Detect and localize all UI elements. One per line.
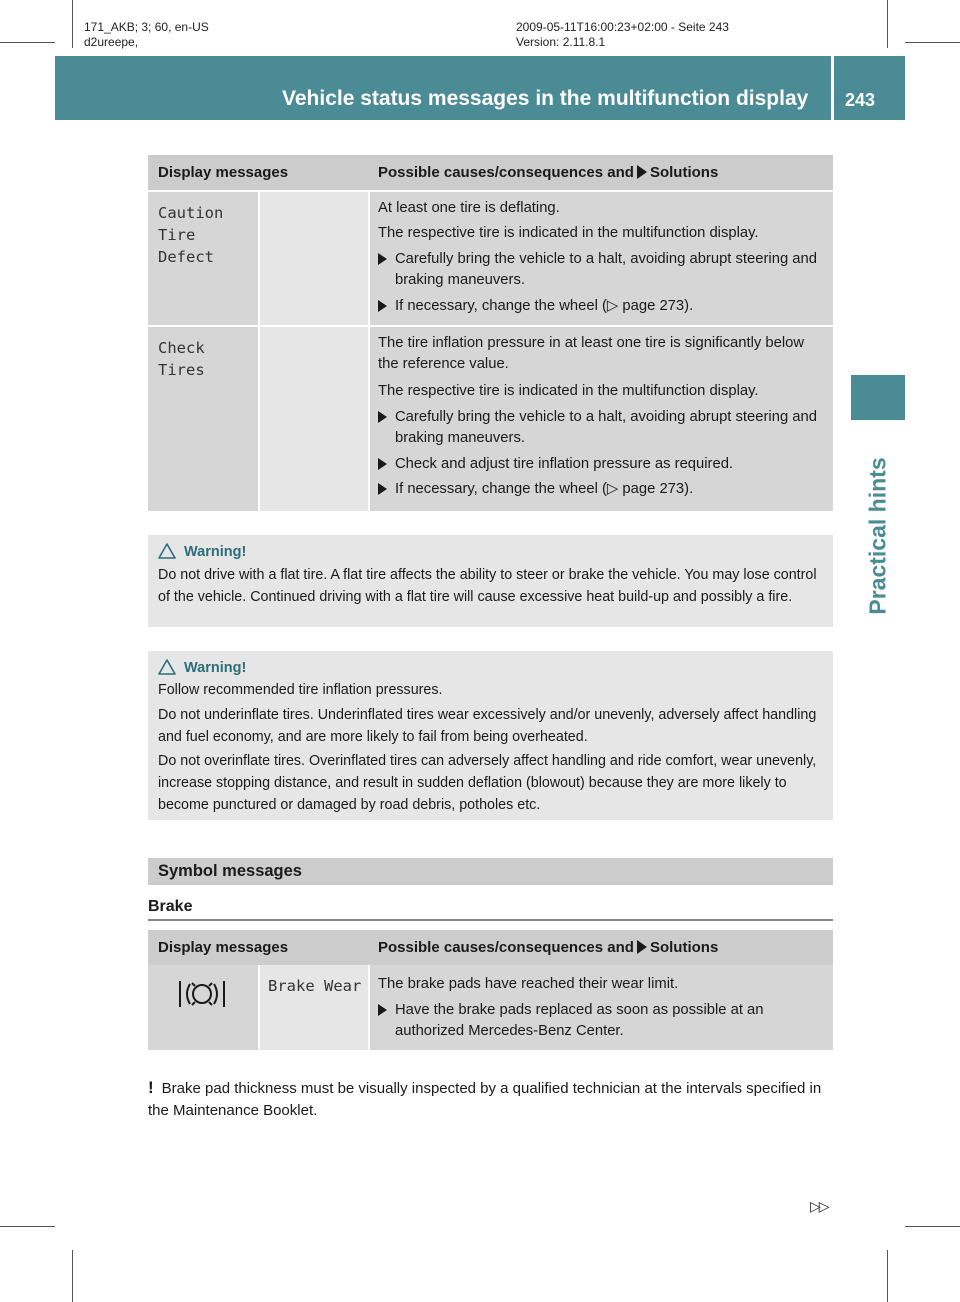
warning-heading-text: Warning! (184, 544, 247, 560)
message-line: Caution (158, 204, 224, 222)
solution-text: Have the brake pads replaced as soon as possible at an authorized Mercedes-Benz Center. (395, 1002, 764, 1039)
solution-text: If necessary, change the wheel (▷ page 273). (395, 298, 694, 314)
table-header (148, 930, 833, 965)
cause-text: The tire inflation pressure in at least one tire is significantly below the reference value. (378, 335, 805, 372)
brake-messages-table (148, 930, 833, 1050)
warning-text: Follow recommended tire inflation pressures. (158, 682, 443, 698)
side-chapter-label: Practical hints (864, 457, 891, 615)
message-line: Tires (158, 361, 205, 379)
table-row (148, 965, 833, 1050)
arrow-icon (378, 253, 387, 265)
arrow-icon (637, 165, 647, 179)
page-number: 243 (845, 90, 876, 110)
subsection-heading: Brake (148, 898, 193, 915)
cell-display-message (148, 327, 258, 511)
cell-blank (260, 192, 368, 325)
meta-line: 2009-05-11T16:00:23+02:00 - Seite 243 (516, 20, 729, 34)
side-tab-block (851, 375, 905, 420)
arrow-icon (378, 483, 387, 495)
warning-heading (158, 659, 246, 676)
arrow-icon (378, 300, 387, 312)
cause-text: The respective tire is indicated in the multifunction display. (378, 383, 759, 399)
cause-text: The brake pads have reached their wear limit. (378, 976, 679, 992)
warning-box (148, 651, 833, 820)
header-separator (831, 56, 834, 120)
warning-text: Do not drive with a flat tire. A flat tire affects the ability to steer or brake the vehicle. You may lose control of the vehicle. Continued driving with a flat tire will cause excessive heat build-up and possibly a fire. (158, 567, 817, 605)
col-causes-solutions (378, 164, 718, 181)
table-row (148, 327, 833, 511)
brake-wear-icon (176, 979, 228, 1009)
warning-box (148, 535, 833, 627)
crop-mark (905, 1226, 960, 1227)
warning-text: Do not overinflate tires. Overinflated tires can adversely affect handling and ride comfort, wear unevenly, increase stopping distance, and result in sudden deflation (blowout) because they are more likely to become punctured or damaged by road debris, potholes etc. (158, 753, 817, 813)
crop-mark (887, 0, 888, 48)
note-symbol: ! (148, 1078, 154, 1097)
warning-heading-text: Warning! (184, 660, 247, 676)
cell-display-message (260, 965, 368, 1050)
solution-bullet (378, 296, 828, 317)
print-meta-right (516, 20, 729, 50)
meta-line: d2ureepe, (84, 35, 139, 49)
note-text: Brake pad thickness must be visually inspected by a qualified technician at the intervals specified in the Maintenance Booklet. (148, 1080, 822, 1119)
table-header (148, 155, 833, 190)
crop-mark (887, 1250, 888, 1302)
note-paragraph (148, 1077, 838, 1122)
cell-causes (370, 965, 833, 1050)
cause-text: The respective tire is indicated in the multifunction display. (378, 225, 759, 241)
solution-bullet (378, 454, 828, 475)
col-display-messages: Display messages (158, 164, 289, 181)
section-heading-bar (148, 858, 833, 885)
col-causes-solutions (378, 939, 718, 956)
crop-mark (905, 42, 960, 43)
cell-blank (260, 327, 368, 511)
col-display-messages: Display messages (158, 939, 289, 956)
message-line: Check (158, 339, 205, 357)
warning-heading (158, 543, 246, 560)
page-title: Vehicle status messages in the multifunction display (282, 87, 809, 110)
solution-text: Check and adjust tire inflation pressure as required. (395, 456, 734, 472)
solution-text: Carefully bring the vehicle to a halt, avoiding abrupt steering and braking maneuvers. (395, 409, 817, 446)
display-message-text: Brake Wear (268, 977, 362, 995)
cell-causes (370, 192, 833, 325)
cell-display-message (148, 192, 258, 325)
solution-text: Carefully bring the vehicle to a halt, avoiding abrupt steering and braking maneuvers. (395, 251, 817, 288)
crop-mark (0, 1226, 55, 1227)
meta-line: 171_AKB; 3; 60, en-US (84, 20, 209, 34)
solution-bullet (378, 479, 828, 500)
tire-messages-table (148, 155, 833, 511)
meta-line: Version: 2.11.8.1 (516, 35, 606, 49)
arrow-icon (378, 458, 387, 470)
cell-causes (370, 327, 833, 511)
solution-bullet (378, 249, 828, 291)
display-message-text (158, 337, 205, 381)
table-row (148, 192, 833, 325)
display-message-text (158, 202, 223, 268)
col-causes-label: Possible causes/consequences and (378, 164, 634, 181)
cause-text: At least one tire is deflating. (378, 200, 560, 216)
col-solutions-label: Solutions (649, 939, 719, 956)
arrow-icon (637, 940, 647, 954)
solution-bullet (378, 407, 828, 449)
continue-mark: ▷▷ (810, 1198, 828, 1214)
warning-triangle-icon (158, 659, 176, 675)
col-solutions-label: Solutions (649, 164, 719, 181)
crop-mark (72, 0, 73, 48)
message-line: Tire (158, 226, 196, 244)
print-meta-left (84, 20, 209, 50)
solution-bullet (378, 1000, 828, 1042)
section-title: Symbol messages (158, 862, 302, 880)
arrow-icon (378, 411, 387, 423)
divider (148, 919, 833, 921)
crop-mark (0, 42, 55, 43)
cell-display-symbol (148, 965, 258, 1050)
col-causes-label: Possible causes/consequences and (378, 939, 634, 956)
crop-mark (72, 1250, 73, 1302)
warning-text: Do not underinflate tires. Underinflated tires wear excessively and/or unevenly, adversely affect handling and fuel economy, and are more likely to fail from being overheated. (158, 707, 817, 745)
solution-text: If necessary, change the wheel (▷ page 273). (395, 481, 694, 497)
message-line: Defect (158, 248, 214, 266)
warning-triangle-icon (158, 543, 176, 559)
arrow-icon (378, 1004, 387, 1016)
